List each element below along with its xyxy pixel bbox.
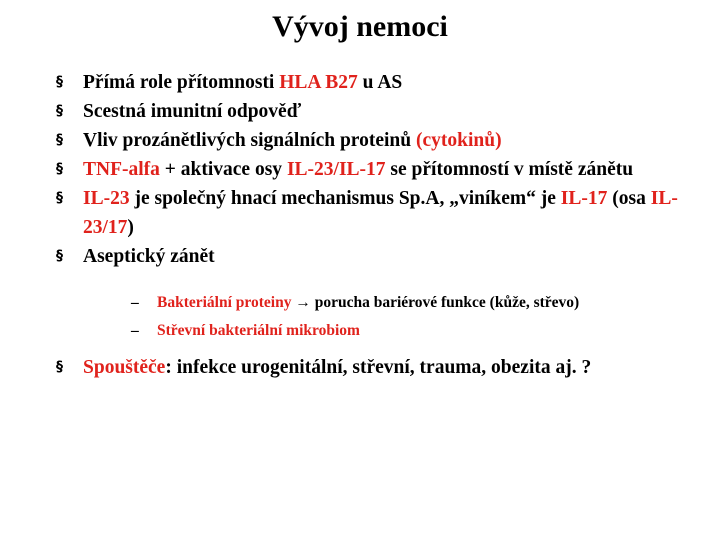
text-run: u AS bbox=[357, 72, 403, 93]
text-run: ) bbox=[127, 217, 134, 238]
bullet-marker-icon: § bbox=[56, 132, 63, 148]
bullet-marker-icon: § bbox=[56, 161, 63, 177]
bullet-text bbox=[83, 101, 301, 122]
bullet-text bbox=[83, 130, 502, 151]
bullet-marker-icon: § bbox=[56, 190, 63, 206]
bullet-item bbox=[56, 97, 706, 126]
text-run: je společný hnací mechanismus Sp.A, „viníkem“ je bbox=[129, 188, 561, 209]
slide-title: Vývoj nemoci bbox=[272, 10, 448, 43]
text-run: Aseptický zánět bbox=[83, 246, 215, 267]
sub-bullet-item bbox=[83, 317, 706, 345]
text-run: (osa bbox=[607, 188, 651, 209]
highlight-text: HLA B27 bbox=[279, 72, 358, 93]
sub-bullet-list bbox=[83, 289, 706, 345]
bullet-text bbox=[83, 188, 678, 238]
bullet-item bbox=[56, 155, 706, 184]
highlight-text: Střevní bakteriální mikrobiom bbox=[157, 322, 360, 339]
bullet-text bbox=[83, 72, 402, 93]
bullet-marker-icon: § bbox=[56, 248, 63, 264]
text-run: Scestná imunitní odpověď bbox=[83, 101, 302, 122]
bullet-marker-icon: § bbox=[56, 103, 63, 119]
dash-marker-icon: – bbox=[131, 294, 139, 311]
highlight-text: Spouštěče bbox=[83, 357, 166, 378]
highlight-text: IL-23/17 bbox=[83, 188, 678, 238]
bullet-marker-icon: § bbox=[56, 359, 63, 375]
highlight-text: (cytokinů) bbox=[416, 130, 502, 151]
bullet-item bbox=[56, 126, 706, 155]
dash-marker-icon: – bbox=[131, 322, 139, 339]
bullet-text bbox=[83, 159, 633, 180]
bullet-item bbox=[56, 242, 706, 345]
highlight-text: IL-23 bbox=[83, 188, 130, 209]
sub-bullet-item bbox=[83, 289, 706, 317]
text-run: : infekce urogenitální, střevní, trauma, obezita aj. ? bbox=[165, 357, 592, 378]
bullet-list bbox=[56, 68, 706, 382]
bullet-item bbox=[56, 68, 706, 97]
highlight-text: Bakteriální proteiny bbox=[157, 294, 292, 311]
highlight-text: IL-17 bbox=[560, 188, 608, 209]
text-run: + aktivace osy bbox=[159, 159, 287, 180]
bullet-item bbox=[56, 184, 706, 242]
bullet-marker-icon: § bbox=[56, 74, 63, 90]
text-run: Přímá role přítomnosti bbox=[83, 72, 280, 93]
highlight-text: IL-23/IL-17 bbox=[286, 159, 386, 180]
text-run: se přítomností v místě zánětu bbox=[385, 159, 634, 180]
bullet-item bbox=[56, 353, 706, 382]
text-run: → porucha bariérové funkce (kůže, střevo) bbox=[291, 294, 580, 311]
highlight-text: TNF-alfa bbox=[83, 159, 160, 180]
bullet-text bbox=[83, 357, 591, 378]
bullet-text bbox=[83, 246, 215, 267]
text-run: Vliv prozánětlivých signálních proteinů bbox=[83, 130, 416, 151]
